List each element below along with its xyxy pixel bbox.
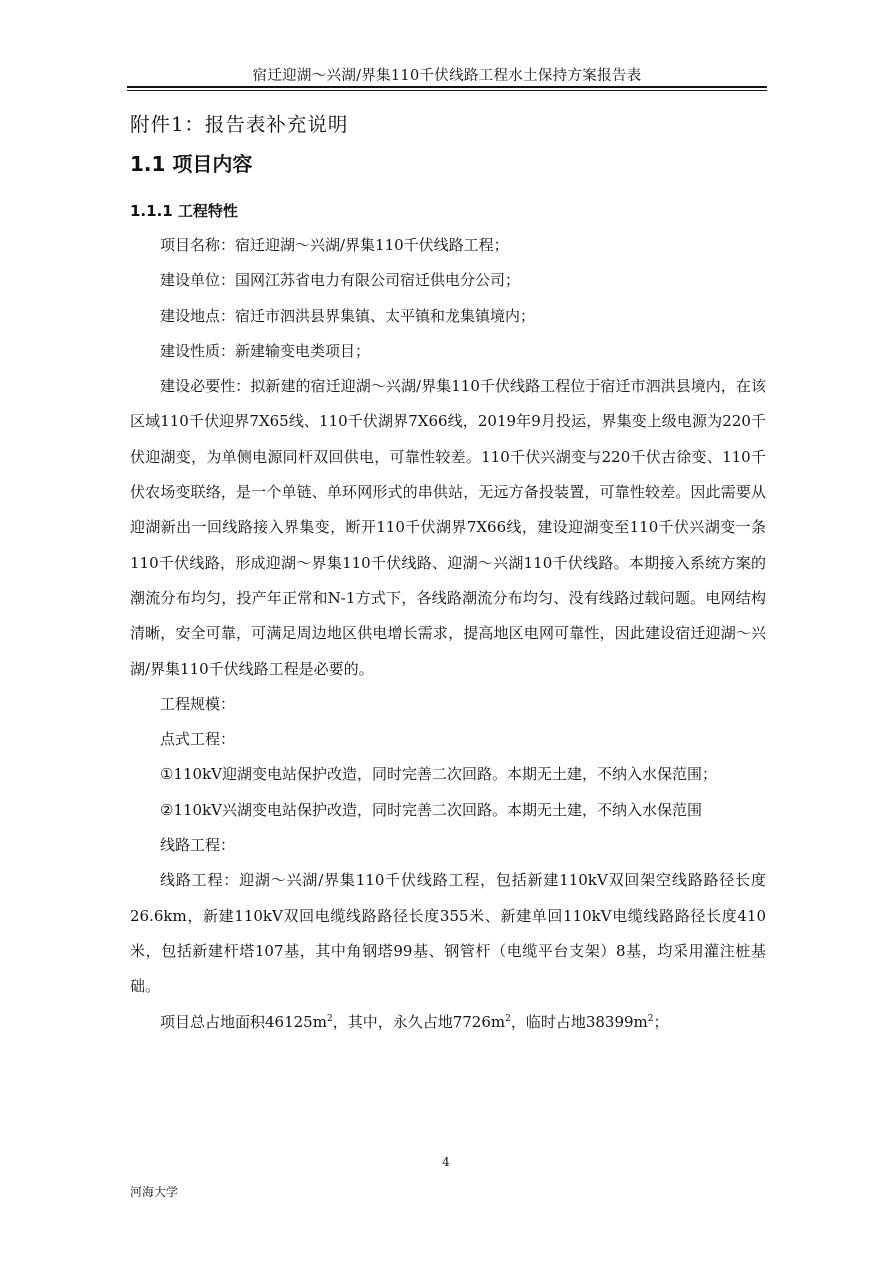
paragraph-project-name: 项目名称：宿迁迎湖～兴湖/界集110千伏线路工程； xyxy=(160,236,509,254)
paragraph-scale: 工程规模： xyxy=(160,694,236,713)
body-text xyxy=(130,228,766,1040)
paragraph-line-works-heading: 线路工程： xyxy=(160,836,236,855)
paragraph-line-works: 线路工程：迎湖～兴湖/界集110千伏线路工程，包括新建110kV双回架空线路路径长度26.6km，新建110kV双回电缆线路路径长度355米、新建单回110kV电缆线路路径长度410米，包括新建杆塔107基，其中角钢塔99基、钢管杆（电缆平台支架）8基，均采用灌注桩基础。 xyxy=(130,871,766,996)
paragraph-item-2: ②110kV兴湖变电站保护改造，同时完善二次回路。本期无土建，不纳入水保范围 xyxy=(160,800,703,819)
paragraph-point-works: 点式工程： xyxy=(160,730,236,749)
header-rule-thick xyxy=(127,86,767,88)
paragraph-location: 建设地点：宿迁市泗洪县界集镇、太平镇和龙集镇境内； xyxy=(160,306,536,325)
paragraph-land-area: 项目总占地面积$46125m^2$，其中，永久占地$7726m^2$，临时占地$38399m^2$； xyxy=(160,1012,669,1031)
page-number: 4 xyxy=(442,1155,450,1169)
subsection-title: 1.1.1 工程特性 xyxy=(130,202,238,220)
paragraph-nature: 建设性质：新建输变电类项目； xyxy=(160,341,371,360)
section-title: 1.1 项目内容 xyxy=(130,152,253,176)
footer-institution: 河海大学 xyxy=(130,1185,179,1199)
running-header: 宿迁迎湖～兴湖/界集110千伏线路工程水土保持方案报告表 xyxy=(252,68,642,84)
appendix-title: 附件1：报告表补充说明 xyxy=(130,113,349,136)
paragraph-item-1: ①110kV迎湖变电站保护改造，同时完善二次回路。本期无土建，不纳入水保范围； xyxy=(160,765,718,784)
paragraph-necessity: 建设必要性：拟新建的宿迁迎湖～兴湖/界集110千伏线路工程位于宿迁市泗洪县境内，在该区域110千伏迎界7X65线、110千伏湖界7X66线，2019年9月投运，界集变上级电源为220千伏迎湖变，为单侧电源同杆双回供电，可靠性较差。110千伏兴湖变与220千伏古徐变、110千伏农场变联络，是一个单链、单环网形式的串供站，无远方备投装置，可靠性较差。因此需要从迎湖新出一回线路接入界集变，断开110千伏湖界7X66线，建设迎湖变至110千伏兴湖变一条110千伏线路，形成迎湖～界集110千伏线路、迎湖～兴湖110千伏线路。本期接入系统方案的潮流分布均匀，投产年正常和N-1方式下，各线路潮流分布均匀、没有线路过载问题。电网结构清晰，安全可靠，可满足周边地区供电增长需求，提高地区电网可靠性，因此建设宿迁迎湖～兴湖/界集110千伏线路工程是必要的。 xyxy=(130,377,766,678)
paragraph-construction-unit: 建设单位：国网江苏省电力有限公司宿迁供电分公司； xyxy=(160,271,521,290)
header-rule-thin xyxy=(127,90,767,91)
